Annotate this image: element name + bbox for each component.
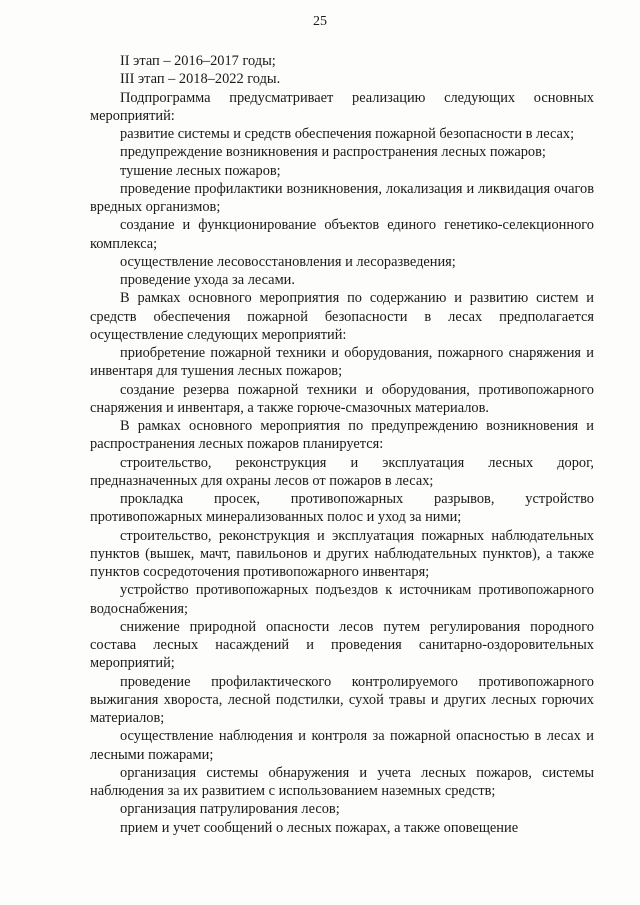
list-item: осуществление наблюдения и контроля за пожарной опасностью в лесах и лесными пожарами; (90, 728, 594, 763)
paragraph-stage-2: II этап – 2016–2017 годы; (120, 53, 276, 69)
list-item: строительство, реконструкция и эксплуатация пожарных наблюдательных пунктов (вышек, мачт, павильонов и других наблюдательных пунктов), а также пунктов сосредоточения противопожарного инвентаря; (90, 527, 594, 580)
document-body (90, 52, 594, 837)
list-item: приобретение пожарной техники и оборудования, пожарного снаряжения и инвентаря для тушения лесных пожаров; (90, 345, 594, 380)
list-item: создание резерва пожарной техники и оборудования, противопожарного снаряжения и инвентаря, а также горюче-смазочных материалов. (90, 381, 594, 416)
list-item: прокладка просек, противопожарных разрывов, устройство противопожарных минерализованных полос и уход за ними; (90, 491, 594, 526)
paragraph-stage-3: III этап – 2018–2022 годы. (120, 71, 281, 88)
list-item: проведение профилактики возникновения, локализация и ликвидация очагов вредных организмов; (90, 180, 594, 215)
paragraph-intro: Подпрограмма предусматривает реализацию следующих основных мероприятий: (90, 89, 594, 124)
list-item: организация системы обнаружения и учета лесных пожаров, системы наблюдения за их развитием с использованием наземных средств; (90, 764, 594, 799)
list-item: проведение профилактического контролируемого противопожарного выжигания хвороста, лесной подстилки, сухой травы и других лесных горючих материалов; (90, 673, 594, 726)
list-item: предупреждение возникновения и распространения лесных пожаров; (120, 144, 546, 161)
paragraph-fire-safety: В рамках основного мероприятия по содержанию и развитию систем и средств обеспечения пожарной безопасности в лесах предполагается осуществление следующих мероприятий: (90, 290, 594, 343)
list-item: проведение ухода за лесами. (120, 272, 295, 288)
list-item: создание и функционирование объектов единого генетико-селекционного комплекса; (90, 217, 594, 252)
list-item: прием и учет сообщений о лесных пожарах, а также оповещение (120, 819, 519, 836)
page-number: 25 (313, 14, 327, 29)
paragraph-fire-prevention: В рамках основного мероприятия по предупреждению возникновения и распространения лесных пожаров планируется: (90, 418, 594, 453)
list-item: осуществление лесовосстановления и лесоразведения; (120, 253, 456, 270)
list-item: развитие системы и средств обеспечения пожарной безопасности в лесах; (120, 126, 575, 142)
list-item: устройство противопожарных подъездов к источникам противопожарного водоснабжения; (90, 582, 594, 617)
list-item: снижение природной опасности лесов путем регулирования породного состава лесных насаждений и проведения санитарно-оздоровительных мероприятий; (90, 618, 594, 672)
list-item: строительство, реконструкция и эксплуатация лесных дорог, предназначенных для охраны лесов от пожаров в лесах; (90, 454, 594, 489)
list-item: тушение лесных пожаров; (120, 162, 281, 179)
list-item: организация патрулирования лесов; (120, 801, 340, 818)
